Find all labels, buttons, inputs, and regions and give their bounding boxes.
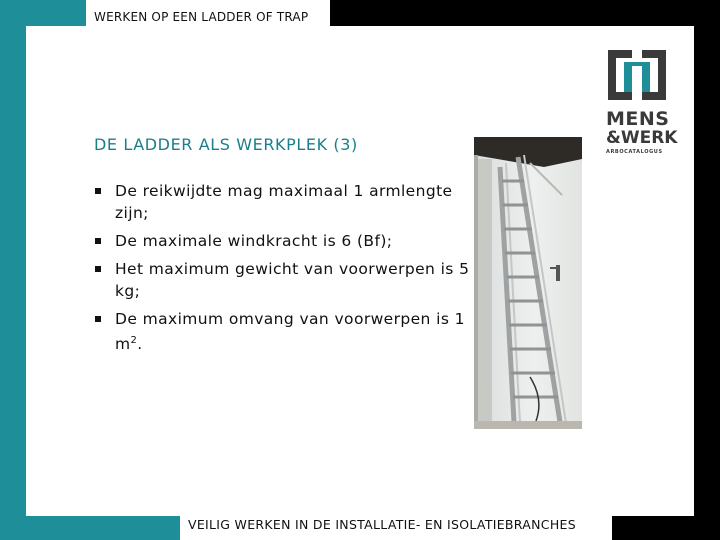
- header-label: WERKEN OP EEN LADDER OF TRAP: [86, 0, 330, 26]
- frame-top-bar: [330, 0, 720, 26]
- bullet-item: [94, 180, 474, 224]
- bullet-text: Het maximum gewicht van voorwerpen is 5 kg;: [115, 260, 470, 300]
- frame-top-left-bar: [0, 0, 86, 26]
- frame-right-bar: [694, 0, 720, 540]
- ladder-photo: [474, 137, 582, 429]
- bullet-text: De maximum omvang van voorwerpen is 1 m: [115, 310, 465, 354]
- bullet-item: [94, 258, 474, 302]
- frame-bottom-left-bar: [0, 516, 180, 540]
- footer-label: VEILIG WERKEN IN DE INSTALLATIE- EN ISOLATIEBRANCHES: [180, 516, 612, 540]
- bullet-item: [94, 308, 474, 355]
- logo-text-werk: &WERK: [606, 128, 678, 148]
- logo-text-sub: ARBOCATALOGUS: [606, 149, 663, 155]
- logo-mark-icon: [606, 46, 668, 104]
- frame-left-bar: [0, 0, 26, 540]
- bullet-superscript: 2: [130, 335, 138, 346]
- bullet-item: [94, 230, 474, 252]
- bullet-text: De maximale windkracht is 6 (Bf);: [115, 232, 393, 250]
- frame-bottom-right-bar: [612, 516, 720, 540]
- bullet-text-end: .: [137, 335, 143, 354]
- mens-werk-logo: [604, 46, 678, 158]
- bullet-text: De reikwijdte mag maximaal 1 armlengte zijn;: [115, 182, 453, 222]
- slide-title: DE LADDER ALS WERKPLEK (3): [94, 135, 358, 154]
- logo-text-mens: MENS: [606, 108, 670, 130]
- bullet-list: [94, 180, 474, 361]
